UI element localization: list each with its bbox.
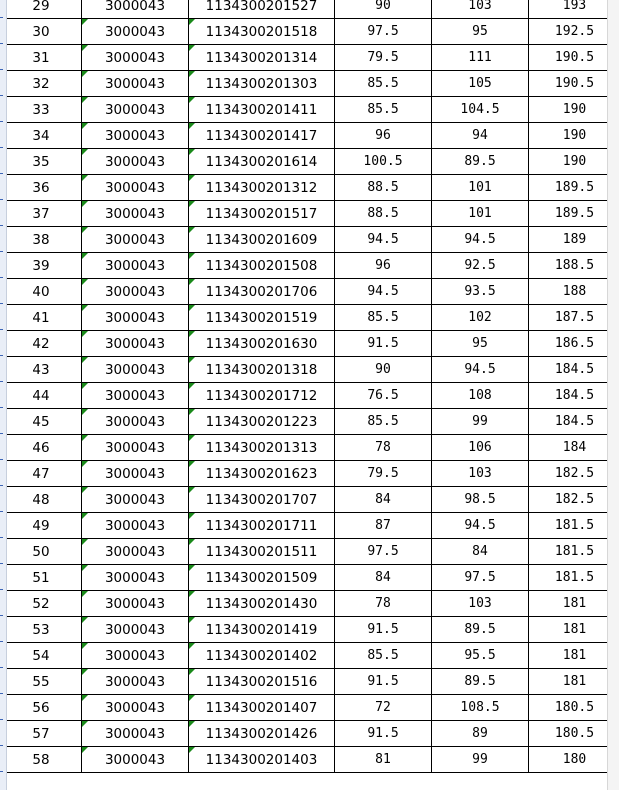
total-cell[interactable]: 181.5 [529, 539, 619, 565]
vertical-scrollbar[interactable] [607, 0, 619, 790]
id-cell[interactable]: 1134300201223 [189, 409, 335, 435]
code-cell[interactable]: 3000043 [82, 71, 189, 97]
score2-cell[interactable]: 89.5 [432, 617, 529, 643]
score2-cell[interactable]: 93.5 [432, 279, 529, 305]
total-cell[interactable]: 187.5 [529, 305, 619, 331]
id-cell[interactable]: 1134300201516 [189, 669, 335, 695]
row-header-tick [0, 95, 3, 96]
table-row [1, 253, 619, 279]
row-header-tick [0, 693, 3, 694]
id-cell[interactable]: 1134300201517 [189, 201, 335, 227]
score1-cell[interactable]: 96 [335, 123, 432, 149]
row-header-tick [0, 303, 3, 304]
score1-cell[interactable]: 91.5 [335, 721, 432, 747]
table-row [1, 357, 619, 383]
code-cell[interactable]: 3000043 [82, 461, 189, 487]
code-cell[interactable]: 3000043 [82, 513, 189, 539]
row-index-cell[interactable]: 57 [1, 721, 82, 747]
row-header-tick [0, 277, 3, 278]
score1-cell[interactable]: 81 [335, 747, 432, 773]
total-cell[interactable]: 181 [529, 591, 619, 617]
id-cell[interactable]: 1134300201511 [189, 539, 335, 565]
score2-cell[interactable]: 101 [432, 175, 529, 201]
total-cell[interactable]: 181 [529, 617, 619, 643]
row-header-tick [0, 147, 3, 148]
score1-cell[interactable]: 85.5 [335, 71, 432, 97]
score2-cell[interactable]: 106 [432, 435, 529, 461]
score1-cell[interactable]: 85.5 [335, 643, 432, 669]
score1-cell[interactable]: 96 [335, 253, 432, 279]
row-index-cell[interactable]: 55 [1, 669, 82, 695]
row-index-cell[interactable]: 54 [1, 643, 82, 669]
total-cell[interactable]: 186.5 [529, 331, 619, 357]
code-cell[interactable]: 3000043 [82, 331, 189, 357]
id-cell[interactable]: 1134300201623 [189, 461, 335, 487]
id-cell[interactable]: 1134300201508 [189, 253, 335, 279]
id-cell[interactable]: 1134300201407 [189, 695, 335, 721]
score2-cell[interactable]: 95 [432, 331, 529, 357]
code-cell[interactable]: 3000043 [82, 253, 189, 279]
id-cell[interactable]: 1134300201430 [189, 591, 335, 617]
total-cell[interactable]: 181 [529, 643, 619, 669]
table-row [1, 539, 619, 565]
score2-cell[interactable]: 104.5 [432, 97, 529, 123]
id-cell[interactable]: 1134300201417 [189, 123, 335, 149]
score2-cell[interactable]: 111 [432, 45, 529, 71]
score1-cell[interactable]: 85.5 [335, 305, 432, 331]
total-cell[interactable]: 184.5 [529, 383, 619, 409]
row-index-cell[interactable]: 53 [1, 617, 82, 643]
table-row [1, 721, 619, 747]
code-cell[interactable]: 3000043 [82, 643, 189, 669]
total-cell[interactable]: 180 [529, 747, 619, 773]
total-cell[interactable]: 189.5 [529, 201, 619, 227]
score-table-body [1, 0, 619, 773]
id-cell[interactable]: 1134300201519 [189, 305, 335, 331]
id-cell[interactable]: 1134300201426 [189, 721, 335, 747]
row-header-tick [0, 719, 3, 720]
score2-cell[interactable]: 102 [432, 305, 529, 331]
score2-cell[interactable]: 94.5 [432, 227, 529, 253]
code-cell[interactable]: 3000043 [82, 45, 189, 71]
id-cell[interactable]: 1134300201318 [189, 357, 335, 383]
code-cell[interactable]: 3000043 [82, 747, 189, 773]
score2-cell[interactable]: 99 [432, 747, 529, 773]
total-cell[interactable]: 189.5 [529, 175, 619, 201]
total-cell[interactable]: 192.5 [529, 19, 619, 45]
id-cell[interactable]: 1134300201402 [189, 643, 335, 669]
row-index-cell[interactable]: 56 [1, 695, 82, 721]
row-header-tick [0, 355, 3, 356]
row-header-tick [0, 17, 3, 18]
code-cell[interactable]: 3000043 [82, 487, 189, 513]
score2-cell[interactable]: 92.5 [432, 253, 529, 279]
row-index-cell[interactable]: 35 [1, 149, 82, 175]
score1-cell[interactable]: 87 [335, 513, 432, 539]
row-index-cell[interactable]: 39 [1, 253, 82, 279]
score2-cell[interactable]: 98.5 [432, 487, 529, 513]
score2-cell[interactable]: 89 [432, 721, 529, 747]
score1-cell[interactable]: 91.5 [335, 331, 432, 357]
total-cell[interactable]: 193 [529, 0, 619, 19]
code-cell[interactable]: 3000043 [82, 617, 189, 643]
score1-cell[interactable]: 79.5 [335, 45, 432, 71]
row-index-cell[interactable]: 43 [1, 357, 82, 383]
row-index-cell[interactable]: 31 [1, 45, 82, 71]
row-header-tick [0, 173, 3, 174]
score1-cell[interactable]: 88.5 [335, 175, 432, 201]
row-header-tick [0, 615, 3, 616]
row-index-cell[interactable]: 45 [1, 409, 82, 435]
score2-cell[interactable]: 103 [432, 0, 529, 19]
row-header-tick [0, 433, 3, 434]
total-cell[interactable]: 189 [529, 227, 619, 253]
score2-cell[interactable]: 94 [432, 123, 529, 149]
row-header-tick [0, 771, 3, 772]
row-index-cell[interactable]: 58 [1, 747, 82, 773]
id-cell[interactable]: 1134300201403 [189, 747, 335, 773]
id-cell[interactable]: 1134300201312 [189, 175, 335, 201]
code-cell[interactable]: 3000043 [82, 19, 189, 45]
row-index-cell[interactable]: 50 [1, 539, 82, 565]
total-cell[interactable]: 181.5 [529, 513, 619, 539]
table-row [1, 461, 619, 487]
code-cell[interactable]: 3000043 [82, 539, 189, 565]
score2-cell[interactable]: 108.5 [432, 695, 529, 721]
score1-cell[interactable]: 97.5 [335, 19, 432, 45]
id-cell[interactable]: 1134300201711 [189, 513, 335, 539]
row-header-tick [0, 381, 3, 382]
code-cell[interactable]: 3000043 [82, 279, 189, 305]
total-cell[interactable]: 188.5 [529, 253, 619, 279]
table-row [1, 435, 619, 461]
id-cell[interactable]: 1134300201630 [189, 331, 335, 357]
score1-cell[interactable]: 85.5 [335, 409, 432, 435]
row-header-tick [0, 537, 3, 538]
id-cell[interactable]: 1134300201313 [189, 435, 335, 461]
row-index-cell[interactable]: 30 [1, 19, 82, 45]
table-row [1, 643, 619, 669]
table-row [1, 617, 619, 643]
code-cell[interactable]: 3000043 [82, 565, 189, 591]
id-cell[interactable]: 1134300201411 [189, 97, 335, 123]
score1-cell[interactable]: 78 [335, 591, 432, 617]
row-index-cell[interactable]: 41 [1, 305, 82, 331]
row-header-tick [0, 589, 3, 590]
table-row [1, 487, 619, 513]
table-row [1, 591, 619, 617]
row-index-cell[interactable]: 46 [1, 435, 82, 461]
score1-cell[interactable]: 97.5 [335, 539, 432, 565]
code-cell[interactable]: 3000043 [82, 201, 189, 227]
row-header-tick [0, 121, 3, 122]
score2-cell[interactable]: 108 [432, 383, 529, 409]
row-index-cell[interactable]: 37 [1, 201, 82, 227]
row-index-cell[interactable]: 42 [1, 331, 82, 357]
code-cell[interactable]: 3000043 [82, 305, 189, 331]
row-index-cell[interactable]: 40 [1, 279, 82, 305]
row-header-tick [0, 563, 3, 564]
score1-cell[interactable]: 88.5 [335, 201, 432, 227]
total-cell[interactable]: 182.5 [529, 461, 619, 487]
score2-cell[interactable]: 105 [432, 71, 529, 97]
table-row [1, 97, 619, 123]
table-row [1, 695, 619, 721]
row-header-tick [0, 225, 3, 226]
row-header-tick [0, 667, 3, 668]
code-cell[interactable]: 3000043 [82, 149, 189, 175]
code-cell[interactable]: 3000043 [82, 123, 189, 149]
total-cell[interactable]: 181.5 [529, 565, 619, 591]
row-header-tick [0, 407, 3, 408]
row-index-cell[interactable]: 32 [1, 71, 82, 97]
score2-cell[interactable]: 97.5 [432, 565, 529, 591]
score2-cell[interactable]: 103 [432, 591, 529, 617]
code-cell[interactable]: 3000043 [82, 409, 189, 435]
id-cell[interactable]: 1134300201314 [189, 45, 335, 71]
score1-cell[interactable]: 90 [335, 357, 432, 383]
row-index-cell[interactable]: 51 [1, 565, 82, 591]
id-cell[interactable]: 1134300201527 [189, 0, 335, 19]
id-cell[interactable]: 1134300201303 [189, 71, 335, 97]
id-cell[interactable]: 1134300201712 [189, 383, 335, 409]
code-cell[interactable]: 3000043 [82, 175, 189, 201]
row-index-cell[interactable]: 33 [1, 97, 82, 123]
total-cell[interactable]: 184.5 [529, 409, 619, 435]
score2-cell[interactable]: 94.5 [432, 357, 529, 383]
row-index-cell[interactable]: 47 [1, 461, 82, 487]
row-header-tick [0, 485, 3, 486]
row-index-cell[interactable]: 36 [1, 175, 82, 201]
table-row [1, 383, 619, 409]
table-row [1, 201, 619, 227]
total-cell[interactable]: 182.5 [529, 487, 619, 513]
table-row [1, 747, 619, 773]
row-header-tick [0, 69, 3, 70]
row-header-tick [0, 459, 3, 460]
code-cell[interactable]: 3000043 [82, 383, 189, 409]
score1-cell[interactable]: 91.5 [335, 669, 432, 695]
score1-cell[interactable]: 84 [335, 565, 432, 591]
table-row [1, 513, 619, 539]
score2-cell[interactable]: 95.5 [432, 643, 529, 669]
id-cell[interactable]: 1134300201707 [189, 487, 335, 513]
row-header-tick [0, 329, 3, 330]
id-cell[interactable]: 1134300201518 [189, 19, 335, 45]
table-row [1, 71, 619, 97]
score2-cell[interactable]: 94.5 [432, 513, 529, 539]
row-header-tick [0, 43, 3, 44]
total-cell[interactable]: 184.5 [529, 357, 619, 383]
id-cell[interactable]: 1134300201706 [189, 279, 335, 305]
table-row [1, 565, 619, 591]
table-row [1, 331, 619, 357]
id-cell[interactable]: 1134300201614 [189, 149, 335, 175]
score2-cell[interactable]: 99 [432, 409, 529, 435]
code-cell[interactable]: 3000043 [82, 591, 189, 617]
score1-cell[interactable]: 100.5 [335, 149, 432, 175]
row-index-cell[interactable]: 29 [1, 0, 82, 19]
table-row [1, 305, 619, 331]
score1-cell[interactable]: 91.5 [335, 617, 432, 643]
score1-cell[interactable]: 84 [335, 487, 432, 513]
score1-cell[interactable]: 85.5 [335, 97, 432, 123]
code-cell[interactable]: 3000043 [82, 669, 189, 695]
total-cell[interactable]: 180.5 [529, 721, 619, 747]
score1-cell[interactable]: 94.5 [335, 279, 432, 305]
total-cell[interactable]: 181 [529, 669, 619, 695]
row-header-tick [0, 251, 3, 252]
score1-cell[interactable]: 76.5 [335, 383, 432, 409]
score2-cell[interactable]: 89.5 [432, 669, 529, 695]
id-cell[interactable]: 1134300201419 [189, 617, 335, 643]
total-cell[interactable]: 190 [529, 97, 619, 123]
table-row [1, 409, 619, 435]
table-row [1, 227, 619, 253]
row-index-cell[interactable]: 52 [1, 591, 82, 617]
row-header-tick [0, 511, 3, 512]
code-cell[interactable]: 3000043 [82, 357, 189, 383]
score2-cell[interactable]: 103 [432, 461, 529, 487]
row-index-cell[interactable]: 38 [1, 227, 82, 253]
score1-cell[interactable]: 79.5 [335, 461, 432, 487]
code-cell[interactable]: 3000043 [82, 227, 189, 253]
row-header-tick [0, 745, 3, 746]
row-header-strip[interactable] [0, 0, 7, 790]
table-row [1, 19, 619, 45]
total-cell[interactable]: 190 [529, 123, 619, 149]
total-cell[interactable]: 190.5 [529, 45, 619, 71]
total-cell[interactable]: 184 [529, 435, 619, 461]
code-cell[interactable]: 3000043 [82, 97, 189, 123]
row-header-tick [0, 199, 3, 200]
score2-cell[interactable]: 84 [432, 539, 529, 565]
code-cell[interactable]: 3000043 [82, 435, 189, 461]
total-cell[interactable]: 180.5 [529, 695, 619, 721]
score1-cell[interactable]: 90 [335, 0, 432, 19]
row-index-cell[interactable]: 48 [1, 487, 82, 513]
row-header-tick [0, 641, 3, 642]
table-row [1, 175, 619, 201]
id-cell[interactable]: 1134300201509 [189, 565, 335, 591]
score1-cell[interactable]: 78 [335, 435, 432, 461]
code-cell[interactable]: 3000043 [82, 695, 189, 721]
table-row [1, 279, 619, 305]
code-cell[interactable]: 3000043 [82, 721, 189, 747]
score1-cell[interactable]: 72 [335, 695, 432, 721]
row-index-cell[interactable]: 49 [1, 513, 82, 539]
score2-cell[interactable]: 101 [432, 201, 529, 227]
score2-cell[interactable]: 95 [432, 19, 529, 45]
row-index-cell[interactable]: 44 [1, 383, 82, 409]
total-cell[interactable]: 190 [529, 149, 619, 175]
id-cell[interactable]: 1134300201609 [189, 227, 335, 253]
score2-cell[interactable]: 89.5 [432, 149, 529, 175]
total-cell[interactable]: 188 [529, 279, 619, 305]
code-cell[interactable]: 3000043 [82, 0, 189, 19]
table-row [1, 0, 619, 19]
total-cell[interactable]: 190.5 [529, 71, 619, 97]
score1-cell[interactable]: 94.5 [335, 227, 432, 253]
table-row [1, 149, 619, 175]
row-index-cell[interactable]: 34 [1, 123, 82, 149]
table-row [1, 123, 619, 149]
table-row [1, 45, 619, 71]
table-row [1, 669, 619, 695]
